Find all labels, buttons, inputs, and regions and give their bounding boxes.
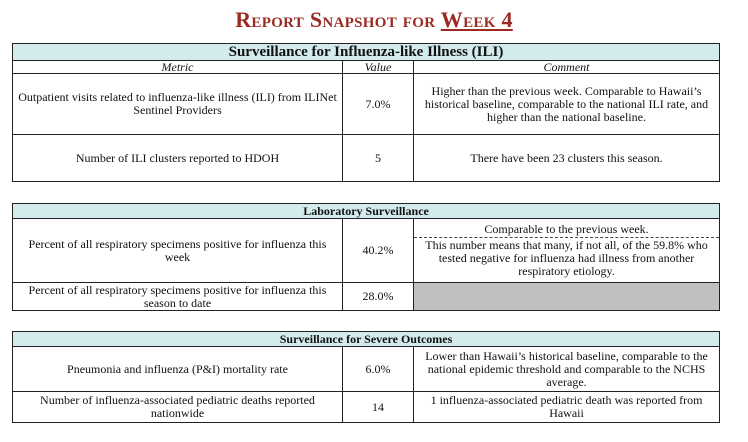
metric-cell: Percent of all respiratory specimens positive for influenza this season to date	[13, 283, 343, 311]
comment-cell: Higher than the previous week. Comparable to Hawaii’s historical baseline, comparable to the national ILI rate, and higher than the national baseline.	[414, 74, 720, 135]
lab-table	[12, 203, 720, 311]
empty-comment-cell	[414, 283, 720, 311]
table-row	[13, 347, 720, 392]
lab-table-header: Laboratory Surveillance	[13, 204, 720, 219]
value-cell: 14	[343, 392, 414, 423]
column-header-comment: Comment	[414, 61, 720, 74]
severe-table-header: Surveillance for Severe Outcomes	[13, 332, 720, 347]
ili-table-header: Surveillance for Influenza-like Illness (ILI)	[13, 44, 720, 61]
value-cell: 7.0%	[343, 74, 414, 135]
table-row	[13, 135, 720, 182]
value-cell: 28.0%	[343, 283, 414, 311]
table-row	[13, 392, 720, 423]
comment-cell: 1 influenza-associated pediatric death was reported from Hawaii	[414, 392, 720, 423]
value-cell: 40.2%	[343, 219, 414, 283]
report-title	[0, 8, 748, 32]
report-title-week: Week 4	[440, 7, 513, 32]
column-header-metric: Metric	[13, 61, 343, 74]
comment-cell	[414, 219, 720, 283]
metric-cell: Number of ILI clusters reported to HDOH	[13, 135, 343, 182]
metric-cell: Percent of all respiratory specimens positive for influenza this week	[13, 219, 343, 283]
value-cell: 5	[343, 135, 414, 182]
table-row	[13, 74, 720, 135]
metric-cell: Pneumonia and influenza (P&I) mortality rate	[13, 347, 343, 392]
metric-cell: Outpatient visits related to influenza-like illness (ILI) from ILINet Sentinel Providers	[13, 74, 343, 135]
column-header-value: Value	[343, 61, 414, 74]
metric-cell: Number of influenza-associated pediatric deaths reported nationwide	[13, 392, 343, 423]
comment-bottom: This number means that many, if not all, of the 59.8% who tested negative for influenza had illness from another respiratory etiology.	[425, 238, 708, 278]
comment-cell: Lower than Hawaii’s historical baseline, comparable to the national epidemic threshold and comparable to the NCHS average.	[414, 347, 720, 392]
ili-table	[12, 43, 720, 182]
comment-top: Comparable to the previous week.	[414, 222, 719, 238]
table-row	[13, 283, 720, 311]
table-row	[13, 219, 720, 283]
report-title-prefix: Report Snapshot for	[235, 7, 441, 32]
severe-table	[12, 331, 720, 423]
value-cell: 6.0%	[343, 347, 414, 392]
comment-cell: There have been 23 clusters this season.	[414, 135, 720, 182]
